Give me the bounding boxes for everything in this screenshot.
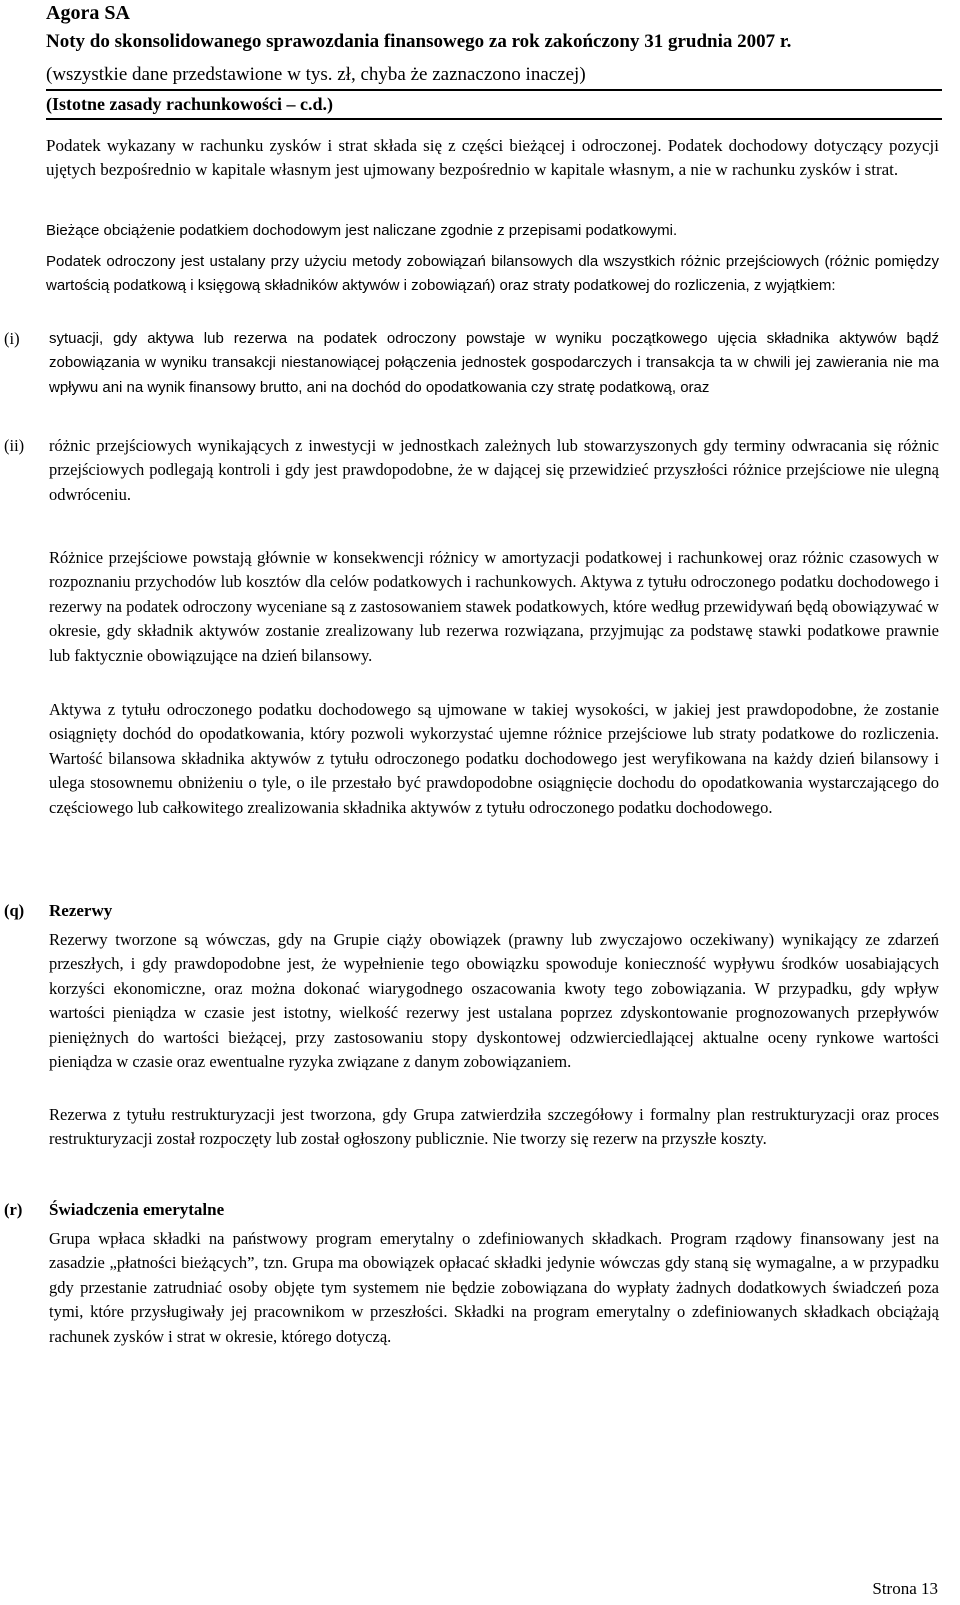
section-marker-r: (r) [4,1200,23,1219]
page-number: Strona 13 [872,1579,938,1598]
list-item-i: sytuacji, gdy aktywa lub rezerwa na podatek odroczony powstaje w wyniku początkowego ujęcia składnika aktywów bądź zobowiązania w wyniku transakcji niestanowiącej połączenia jednostek gospodarczych i transakcja ta w chwili jej zawierania nie ma wpływu ani na wynik finansowy brutto, ani na dochód do opodatkowania czy stratę podatkową, oraz [49,330,939,396]
header-rule-bottom [46,118,942,120]
provisions-paragraph-1: Rezerwy tworzone są wówczas, gdy na Grupie ciąży obowiązek (prawny lub zwyczajowo oczekiwany) wynikający ze zdarzeń przeszłych, i gdy prawdopodobne jest, że wypełnienie tego obowiązku spowoduje konieczność wypływu środków uosabiających korzyści ekonomiczne, oraz można dokonać wiarygodnego oszacowania kwoty tego zobowiązania. W przypadku, gdy wpływ wartości pieniądza w czasie jest istotny, wielkość rezerwy jest ustalana poprzez zdyskontowanie prognozowanych przepływów pieniężnych do wartości bieżącej, przy zastosowaniu stopy dyskontowej odzwierciedlającej aktualne oceny rynkowe wartości pieniądza w czasie oraz ewentualne ryzyka związane z danym zobowiązaniem. [49,930,939,1072]
tax-paragraph-1: Podatek wykazany w rachunku zysków i strat składa się z części bieżącej i odroczonej. Podatek dochodowy dotyczący pozycji ujętych bezpośrednio w kapitale własnym jest ujmowany bezpośrednio w kapitale własnym, a nie w rachunku zysków i strat. [46,136,939,180]
section-marker-q: (q) [4,901,25,920]
section-heading-retirement: Świadczenia emerytalne [49,1200,225,1219]
header-rule-top [46,89,942,91]
section-heading-provisions: Rezerwy [49,901,113,920]
document-title: Noty do skonsolidowanego sprawozdania finansowego za rok zakończony 31 grudnia 2007 r. [46,31,792,52]
company-name: Agora SA [46,2,130,24]
document-subtitle: (wszystkie dane przedstawione w tys. zł, chyba że zaznaczono inaczej) [46,64,586,85]
section-continuation-title: (Istotne zasady rachunkowości – c.d.) [46,94,334,114]
tax-paragraph-4: Różnice przejściowe powstają głównie w konsekwencji różnicy w amortyzacji podatkowej i rachunkowej oraz różnic czasowych w rozpoznaniu przychodów lub kosztów dla celów podatkowych i rachunkowych. Aktywa z tytułu odroczonego podatku dochodowego i rezerwy na podatek odroczony wyceniane są z zastosowaniem stawek podatkowych, które według przewidywań będą obowiązywać w okresie, gdy składnik aktywów zostanie zrealizowany lub rezerwa rozwiązana, przyjmując za podstawę stawki podatkowe prawnie lub faktycznie obowiązujące na dzień bilansowy. [49,548,939,665]
retirement-paragraph-1: Grupa wpłaca składki na państwowy program emerytalny o zdefiniowanych składkach. Program rządowy finansowany jest na zasadzie „płatności bieżących”, tzn. Grupa ma obowiązek opłacać składki jedynie wówczas gdy staną się wymagalne, a w przypadku gdy przestanie zatrudniać osoby objęte tym systemem nie będzie zobowiązana do wypłaty żadnych dodatkowych świadczeń poza tymi, które przysługiwały jej pracownikom w przeszłości. Składki na program emerytalny o zdefiniowanych składkach obciążają rachunek zysków i strat w okresie, którego dotyczą. [49,1229,939,1346]
list-marker-ii: (ii) [4,436,25,455]
list-item-ii: różnic przejściowych wynikających z inwestycji w jednostkach zależnych lub stowarzyszonych gdy terminy odwracania się różnic przejściowych podlegają kontroli i gdy jest prawdopodobne, że w dającej się przewidzieć przyszłości różnice przejściowe nie ulegną odwróceniu. [49,436,939,504]
provisions-paragraph-2: Rezerwa z tytułu restrukturyzacji jest tworzona, gdy Grupa zatwierdziła szczegółowy i formalny plan restrukturyzacji oraz proces restrukturyzacji został rozpoczęty lub został ogłoszony publicznie. Nie tworzy się rezerw na przyszłe koszty. [49,1105,939,1149]
list-marker-i: (i) [4,329,20,348]
tax-paragraph-3: Podatek odroczony jest ustalany przy użyciu metody zobowiązań bilansowych dla wszystkich różnic przejściowych (różnic pomiędzy wartością podatkową i księgową składników aktywów i zobowiązań) oraz straty podatkowej do rozliczenia, z wyjątkiem: [46,253,939,295]
tax-paragraph-5: Aktywa z tytułu odroczonego podatku dochodowego są ujmowane w takiej wysokości, w jakiej jest prawdopodobne, że zostanie osiągnięty dochód do opodatkowania, który pozwoli wykorzystać ujemne różnice przejściowe lub straty podatkowe do rozliczenia. Wartość bilansowa składnika aktywów z tytułu odroczonego podatku dochodowego jest weryfikowana na każdy dzień bilansowy i ulega stosownemu obniżeniu o tyle, o ile przestało być prawdopodobne osiągnięcie dochodu do opodatkowania wystarczającego do częściowego lub całkowitego zrealizowania składnika aktywów z tytułu odroczonego podatku dochodowego. [49,700,939,817]
tax-paragraph-2: Bieżące obciążenie podatkiem dochodowym jest naliczane zgodnie z przepisami podatkowymi. [46,222,678,239]
